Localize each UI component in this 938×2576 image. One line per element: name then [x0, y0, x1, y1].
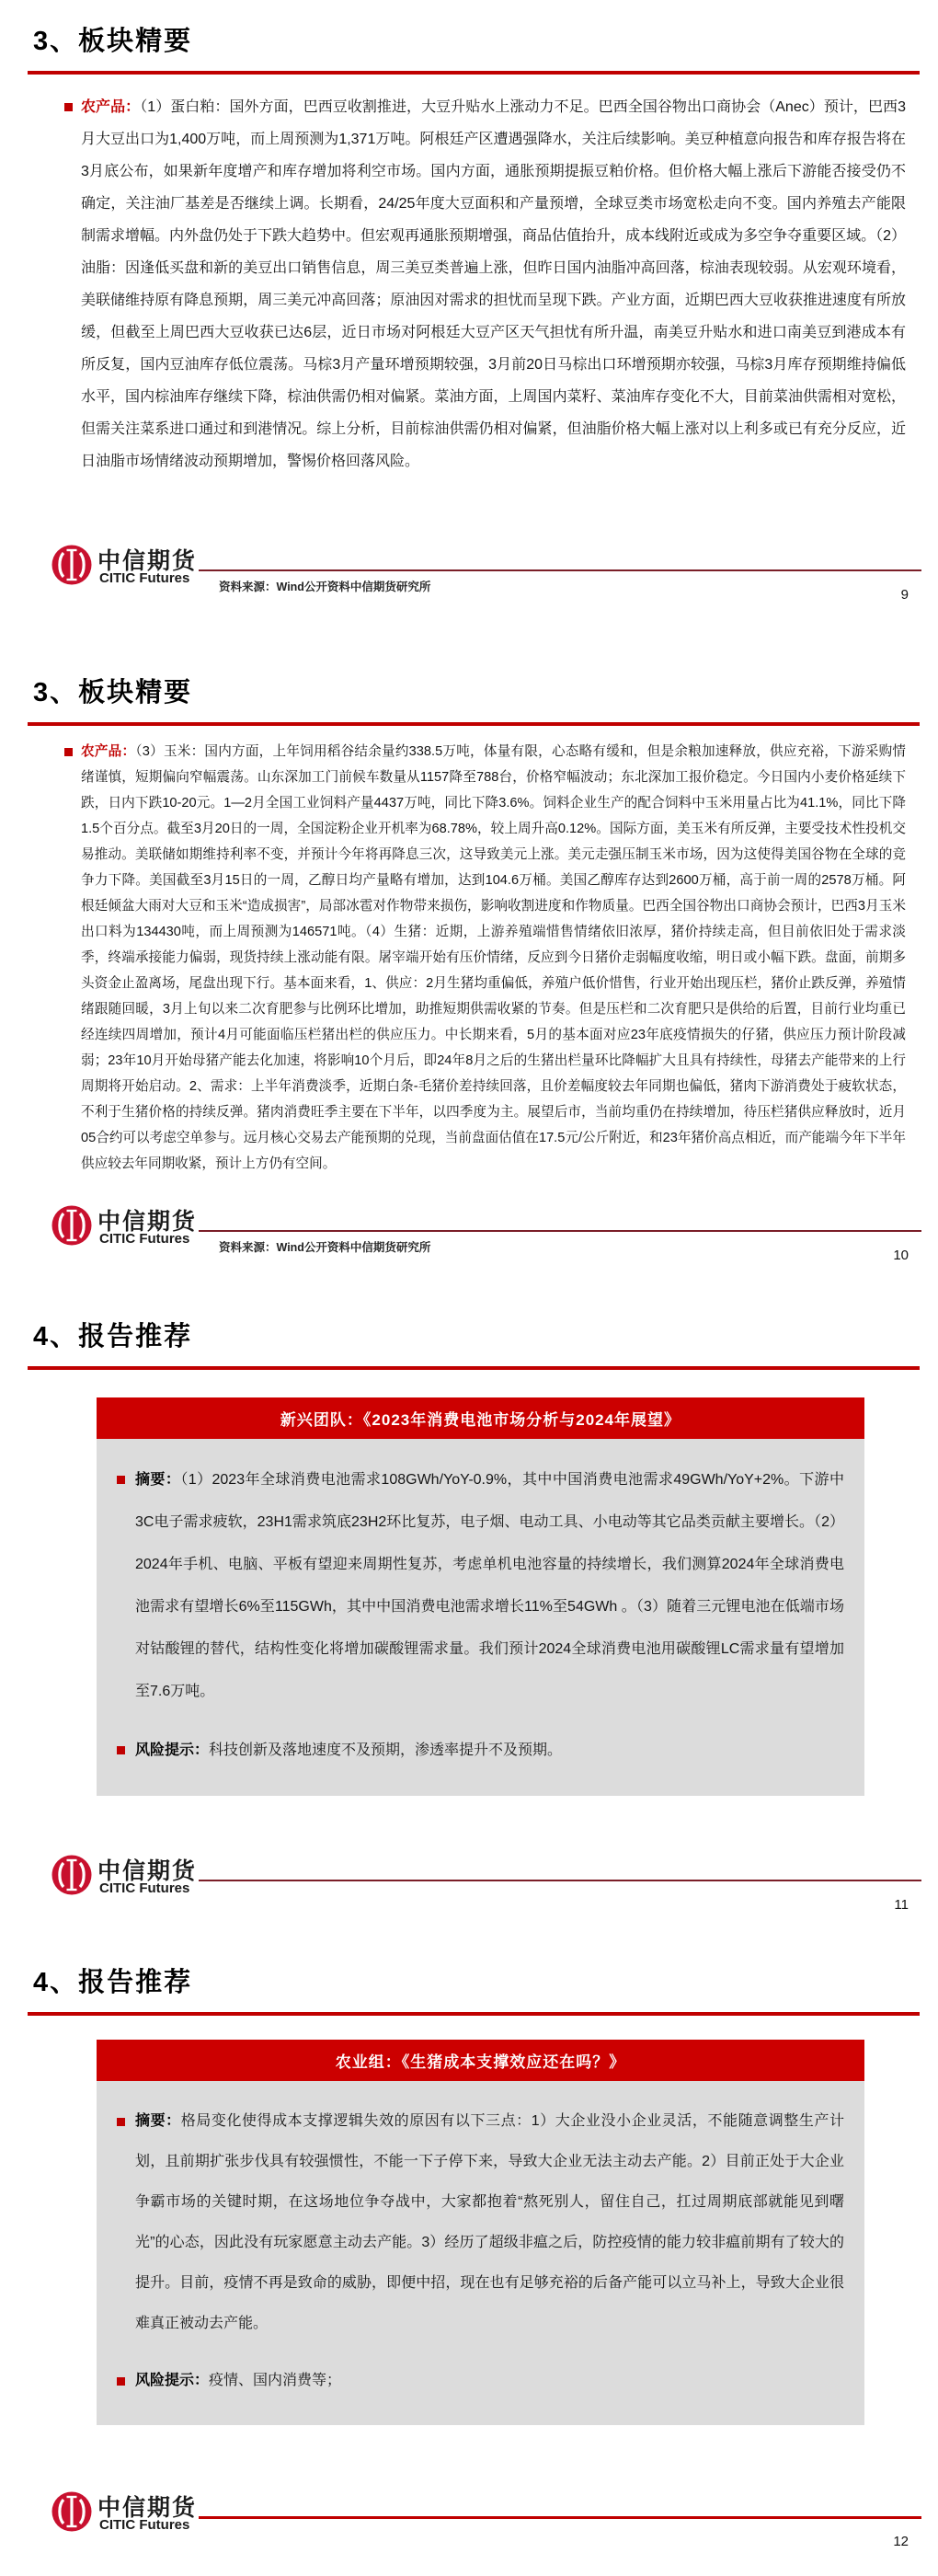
bullet-square-icon: [64, 748, 73, 756]
source-note: 资料来源：Wind公开资料中信期货研究所: [219, 581, 431, 593]
logo-name-cn: 中信期货: [97, 2496, 198, 2521]
section-label: 农产品：: [81, 744, 136, 759]
risk-label: 风险提示：: [135, 2373, 210, 2388]
page-number: 11: [894, 1897, 909, 1913]
page-number: 10: [893, 1248, 909, 1263]
logo-name-cn: 中信期货: [97, 549, 198, 574]
page-title: 4、报告推荐: [33, 1322, 193, 1351]
logo-name-en: CITIC Futures: [99, 2517, 190, 2533]
bullet-square-icon: [117, 2118, 125, 2126]
footer-rule: [199, 2516, 921, 2519]
report-page-11: [0, 1297, 938, 1914]
section-text: （1）蛋白粕：国外方面，巴西豆收割推进，大豆升贴水上涨动力不足。巴西全国谷物出口商协会（Anec）预计，巴西3月大豆出口为1,400万吨，而上周预测为1,371万吨。阿根廷产区遭遇强降水，关注后续影响。美豆种植意向报告和库存报告将在3月底公布，如果新年度增产和库存增加将利空市场。国内方面，通胀预期提振豆粕价格。但价格大幅上涨后下游能否接受仍不确定，关注油厂基差是否继续上调。长期看，24/25年度大豆面积和产量预增，全球豆类市场宽松走向不变。国内养殖去产能限制需求增幅。内外盘仍处于下跌大趋势中。但宏观再通胀预期增强，商品估值抬升，成本线附近或成为多空争夺重要区域。（2）油脂：因逢低买盘和新的美豆出口销售信息，周三美豆类普遍上涨，但昨日国内油脂冲高回落，棕油表现较弱。从宏观环境看，美联储维持原有降息预期，周三美元冲高回落；原油因对需求的担忧而呈现下跌。产业方面，近期巴西大豆收获推进速度有所放缓，但截至上周巴西大豆收获已达6层，近日市场对阿根廷大豆产区天气担忧有所升温，南美豆升贴水和进口南美豆到港成本有所反复，国内豆油库存低位震荡。马棕3月产量环增预期较强，3月前20日马棕出口环增预期亦较强，马棕3月库存预期维持偏低水平，国内棕油库存继续下降，棕油供需仍相对偏紧。菜油方面，上周国内菜籽、菜油库存变化不大，目前菜油供需相对宽松，但需关注菜系进口通过和到港情况。综上分析，目前棕油供需仍相对偏紧，但油脂价格大幅上涨对以上利多或已有充分反应，近日油脂市场情绪波动预期增加，警惕价格回落风险。: [81, 99, 906, 469]
title-rule: [28, 71, 920, 75]
risk-item: [135, 2361, 844, 2401]
bullet-square-icon: [64, 103, 73, 111]
summary-paragraph: [81, 91, 906, 477]
report-page-12: [0, 1914, 938, 2576]
title-rule: [28, 722, 920, 726]
footer-rule: [199, 569, 921, 571]
abstract-label: 摘要：: [135, 1472, 181, 1488]
citic-logo-icon: [51, 545, 92, 585]
bullet-square-icon: [117, 1476, 125, 1484]
section-text: （3）玉米：国内方面，上年饲用稻谷结余量约338.5万吨，体量有限，心态略有缓和，但是余粮加速释放，供应充裕，下游采购情绪谨慎，短期偏向窄幅震荡。山东深加工门前候车数量从1157降至788台，价格窄幅波动；东北深加工报价稳定。今日国内小麦价格延续下跌，日内下跌10-20元。1—2月全国工业饲料产量4437万吨，同比下降3.6%。饲料企业生产的配合饲料中玉米用量占比为41.1%，同比下降1.5个百分点。截至3月20日的一周，全国淀粉企业开机率为68.78%，较上周升高0.12%。国际方面，美玉米有所反弹，主要受技术性投机交易推动。美联储如期维持利率不变，并预计今年将再降息三次，这导致美元上涨。美元走强压制玉米市场，因为这使得美国谷物在全球的竞争力下降。美国截至3月15日的一周，乙醇日均产量略有增加，达到104.6万桶。美国乙醇库存达到2600万桶，高于前一周的2578万桶。阿根廷倾盆大雨对大豆和玉米“造成损害”，局部冰雹对作物带来损伤，影响收割进度和作物质量。巴西全国谷物出口商协会预计，巴西3月玉米出口料为134430吨，而上周预测为146571吨。（4）生猪：近期，上游养殖端惜售情绪依旧浓厚，猪价持续走高，但目前依旧处于需求淡季，终端承接能力偏弱，现货持续上涨动能有限。屠宰端开始有压价情绪，反应到今日猪价走弱幅度收缩，明日或小幅下跌。盘面，前期多头资金止盈离场，尾盘出现下行。基本面来看，1、供应：2月生猪均重偏低，养殖户低价惜售，行业开始出现压栏，猪价止跌反弹，养殖情绪跟随回暖，3月上旬以来二次育肥参与比例环比增加，助推短期供需收紧的节奏。但是压栏和二次育肥只是供给的后置，目前行业均重已经连续四周增加，预计4月可能面临压栏猪出栏的供应压力。中长期来看，5月的基本面对应23年底疫情损失的仔猪，供应压力预计阶段减弱；23年10月开始母猪产能去化加速，将影响10个月后，即24年8月之后的生猪出栏量环比降幅扩大且具有持续性，母猪去产能带来的上行周期将开始启动。2、需求：上半年消费淡季，近期白条-毛猪价差持续回落，且价差幅度较去年同期也偏低，猪肉下游消费处于疲软状态，不利于生猪价格的持续反弹。猪肉消费旺季主要在下半年，以四季度为主。展望后市，当前均重仍在持续增加，待压栏猪供应释放时，近月05合约可以考虑空单参与。远月核心交易去产能预期的兑现，当前盘面估值在17.5元/公斤附近，和23年猪价高点相近，而产能端今年下半年供应较去年同期收紧，预计上方仍有空间。: [81, 744, 906, 1171]
source-note: 资料来源：Wind公开资料中信期货研究所: [219, 1241, 431, 1254]
page-footer: [0, 545, 938, 618]
recommendation-body: [97, 1439, 864, 1796]
logo-name-cn: 中信期货: [97, 1859, 198, 1884]
risk-label: 风险提示：: [135, 1742, 210, 1758]
title-rule: [28, 1366, 920, 1370]
page-number: 12: [893, 2534, 909, 2549]
risk-text: 疫情、国内消费等；: [209, 2373, 342, 2388]
page-footer: [0, 1205, 938, 1279]
abstract-text: （1）2023年全球消费电池需求108GWh/YoY-0.9%，其中中国消费电池需求49GWh/YoY+2%。下游中3C电子需求疲软，23H1需求筑底23H2环比复苏，电子烟、电动工具、小电动等其它品类贡献主要增长。（2）2024年手机、电脑、平板有望迎来周期性复苏，考虑单机电池容量的持续增长，我们测算2024年全球消费电池需求有望增长6%至115GWh，其中中国消费电池需求增长11%至54GWh 。（3）随着三元锂电池在低端市场对钴酸锂的替代，结构性变化将增加碳酸锂需求量。我们预计2024全球消费电池用碳酸锂LC需求量有望增加至7.6万吨。: [135, 1472, 844, 1699]
logo-name-en: CITIC Futures: [99, 1231, 190, 1247]
page-title: 3、板块精要: [33, 678, 193, 707]
page-number: 9: [900, 587, 909, 603]
report-page-10: [0, 635, 938, 1297]
recommendation-card: [97, 1397, 864, 1796]
recommendation-body: [97, 2081, 864, 2425]
recommendation-banner: 农业组：《生猪成本支撑效应还在吗？》: [97, 2040, 864, 2081]
report-page-9: [0, 0, 938, 635]
bullet-square-icon: [117, 1746, 125, 1754]
bullet-square-icon: [117, 2377, 125, 2386]
logo-name-en: CITIC Futures: [99, 570, 190, 586]
summary-paragraph: [81, 739, 906, 1177]
page-title: 4、报告推荐: [33, 1968, 193, 1997]
page-footer: [0, 2491, 938, 2565]
abstract-label: 摘要：: [135, 2113, 181, 2129]
logo-name-en: CITIC Futures: [99, 1880, 190, 1896]
abstract-text: 格局变化使得成本支撑逻辑失效的原因有以下三点：1）大企业没小企业灵活，不能随意调整生产计划，且前期扩张步伐具有较强惯性，不能一下子停下来，导致大企业无法主动去产能。2）目前正处于大企业争霸市场的关键时期，在这场地位争夺战中，大家都抱着“熬死别人，留住自己，扛过周期底部就能见到曙光”的心态，因此没有玩家愿意主动去产能。3）经历了超级非瘟之后，防控疫情的能力较非瘟前期有了较大的提升。目前，疫情不再是致命的威胁，即便中招，现在也有足够充裕的后备产能可以立马补上，导致大企业很难真正被动去产能。: [135, 2113, 844, 2331]
risk-text: 科技创新及落地速度不及预期，渗透率提升不及预期。: [209, 1742, 563, 1758]
footer-rule: [199, 1880, 921, 1881]
citic-logo-icon: [51, 1855, 92, 1895]
title-rule: [28, 2012, 920, 2016]
page-title: 3、板块精要: [33, 27, 193, 56]
recommendation-card: [97, 2040, 864, 2425]
section-label: 农产品：: [81, 99, 141, 115]
abstract-item: [135, 1459, 844, 1713]
recommendation-banner: 新兴团队：《2023年消费电池市场分析与2024年展望》: [97, 1397, 864, 1439]
logo-name-cn: 中信期货: [97, 1210, 198, 1235]
citic-logo-icon: [51, 2491, 92, 2532]
citic-logo-icon: [51, 1205, 92, 1246]
footer-rule: [199, 1230, 921, 1232]
abstract-item: [135, 2101, 844, 2344]
page-footer: [0, 1855, 938, 1914]
risk-item: [135, 1730, 844, 1772]
